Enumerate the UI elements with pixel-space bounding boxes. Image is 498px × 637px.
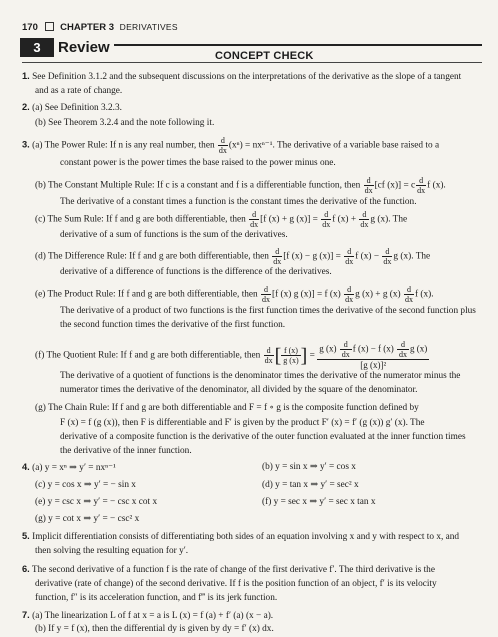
section-rule-bottom xyxy=(22,62,482,63)
item-3d-line-1: (d) The Difference Rule: If f and g are both differentiable, then $\frac{d}{dx}$ [f (x) − g (x)] = $\frac{d}{dx}$ f (x) − $\frac{d}{dx}$ g (x). The xyxy=(35,247,431,266)
derivative-operator: $\frac{d}{dx}$ xyxy=(250,210,259,229)
derivative-operator: $\frac{d}{dx}$ xyxy=(417,176,426,195)
quotient-inner: $\frac{f (x)}{g (x)}$ xyxy=(283,346,299,365)
item-4d: (d) y = tan x ⇒ y′ = sec² x xyxy=(262,480,359,490)
item-4g: (g) y = cot x ⇒ y′ = − csc² x xyxy=(35,514,140,524)
item-3b-line-2: The derivative of a constant times a function is the constant times the derivative of the function. xyxy=(60,197,417,207)
derivative-operator: $\frac{d}{dx}$ xyxy=(360,210,369,229)
item-3e-line-3: the second function times the derivative of the first function. xyxy=(60,320,286,330)
item-6-line-3: function, f″ is its acceleration function, and f‴ is its jerk function. xyxy=(35,593,278,603)
derivative-operator: $\frac{d}{dx}$ xyxy=(364,176,373,195)
item-2b: (b) See Theorem 3.2.4 and the note following it. xyxy=(35,118,215,128)
item-4c: (c) y = cos x ⇒ y′ = − sin x xyxy=(35,480,136,490)
item-3c-line-1: (c) The Sum Rule: If f and g are both differentiable, then $\frac{d}{dx}$ [f (x) + g (x)] = $\frac{d}{dx}$ f (x) + $\frac{d}{dx}$ g (x). The xyxy=(35,210,408,229)
item-6-line-2: derivative (rate of change) of the second derivative. If f is the position function of an object, f′ is its velocity xyxy=(35,579,437,589)
page-header xyxy=(22,22,178,33)
item-3a-line-1: 3. (a) The Power Rule: If n is any real number, then $\frac{d}{dx}$ (xⁿ) = nxⁿ⁻¹. The derivative of a variable base raised to a xyxy=(22,136,440,155)
derivative-operator: $\frac{d}{dx}$ xyxy=(262,285,271,304)
concept-check-heading: CONCEPT CHECK xyxy=(212,50,317,62)
item-3a-line-2: constant power is the power times the base raised to the power minus one. xyxy=(60,158,336,168)
item-4f: (f) y = sec x ⇒ y′ = sec x tan x xyxy=(262,497,376,507)
derivative-operator: $\frac{d}{dx}$ xyxy=(383,247,392,266)
item-3f-line-2: The derivative of a quotient of functions is the denominator times the derivative of the numerator minus the xyxy=(60,371,461,381)
derivative-operator: $\frac{d}{dx}$ xyxy=(345,247,354,266)
item-3f-line-1: (f) The Quotient Rule: If f and g are both differentiable, then $\frac{d}{dx}$ [ $\frac{f (x)}{g (x)}$ ] = g (x) $\frac{d}{dx}$ f (x) − f (x) $\frac{d}{dx}$ g (x) [g (x)]² xyxy=(35,340,428,370)
section-number: 3 xyxy=(33,40,41,55)
item-7b: (b) If y = f (x), then the differential dy is given by dy = f′ (x) dx. xyxy=(35,624,274,634)
derivative-operator: $\frac{d}{dx}$ xyxy=(345,285,354,304)
derivative-operator: $\frac{d}{dx}$ xyxy=(264,346,273,365)
item-3e-line-2: The derivative of a product of two functions is the first function times the derivative of the second function plus xyxy=(60,306,476,316)
item-5-line-2: then solving the resulting equation for y′. xyxy=(35,546,189,556)
item-4-number: 4. xyxy=(22,462,30,472)
derivative-operator: $\frac{d}{dx}$ xyxy=(322,210,331,229)
chapter-title: DERIVATIVES xyxy=(119,22,178,32)
section-title: Review xyxy=(58,39,114,56)
item-6-line-1: 6. The second derivative of a function f is the rate of change of the first derivative f′. The third derivative is the xyxy=(22,564,435,575)
quotient-bracket: ] xyxy=(300,344,308,367)
item-1-number: 1. xyxy=(22,71,30,81)
item-7a: 7. (a) The linearization L of f at x = a is L (x) = f (a) + f′ (a) (x − a). xyxy=(22,610,274,621)
quotient-rule-fraction: g (x) $\frac{d}{dx}$ f (x) − f (x) $\frac{d}{dx}$ g (x) [g (x)]² xyxy=(319,340,428,370)
header-square-icon xyxy=(45,22,54,31)
derivative-operator: $\frac{d}{dx}$ xyxy=(341,340,350,359)
item-3g-line-2: F (x) = f (g (x)), then F is differentiable and F′ is given by the product F′ (x) = f′ (g (x)) g′ (x). The xyxy=(60,418,425,428)
item-3g-line-3: derivative of a composite function is the derivative of the outer function evaluated at the inner function times xyxy=(60,432,466,442)
quotient-bracket: [ xyxy=(274,344,282,367)
section-rule-top xyxy=(62,44,482,46)
item-6-number: 6. xyxy=(22,564,30,574)
item-3g-line-4: the derivative of the inner function. xyxy=(60,446,192,456)
item-7-number: 7. xyxy=(22,610,30,620)
item-1-line-1: 1. See Definition 3.1.2 and the subsequent discussions on the interpretations of the derivative as the slope of a tangent xyxy=(22,71,462,82)
item-3f-line-3: numerator times the derivative of the denominator, all divided by the square of the denominator. xyxy=(60,385,418,395)
item-1-line-2: and as a rate of change. xyxy=(35,86,123,96)
item-3e-line-1: (e) The Product Rule: If f and g are both differentiable, then $\frac{d}{dx}$ [f (x) g (x)] = f (x) $\frac{d}{dx}$ g (x) + g (x) $\frac{d}{dx}$ f (x). xyxy=(35,285,434,304)
item-2a: 2. (a) See Definition 3.2.3. xyxy=(22,102,122,113)
derivative-operator: $\frac{d}{dx}$ xyxy=(218,136,227,155)
item-5-number: 5. xyxy=(22,531,30,541)
item-3b-line-1: (b) The Constant Multiple Rule: If c is a constant and f is a differentiable function, then $\frac{d}{dx}$ [cf (x)] = c $\frac{d}{dx}$ f (x). xyxy=(35,176,446,195)
item-2-number: 2. xyxy=(22,102,30,112)
derivative-operator: $\frac{d}{dx}$ xyxy=(404,285,413,304)
item-3d-line-2: derivative of a difference of functions is the difference of the derivatives. xyxy=(60,267,332,277)
page-number: 170 xyxy=(22,22,38,33)
derivative-operator: $\frac{d}{dx}$ xyxy=(273,247,282,266)
item-4e: (e) y = csc x ⇒ y′ = − csc x cot x xyxy=(35,497,158,507)
derivative-operator: $\frac{d}{dx}$ xyxy=(399,340,408,359)
section-number-box xyxy=(20,38,54,57)
chapter-label: CHAPTER 3 xyxy=(60,22,114,33)
item-4a: 4. (a) y = xⁿ ⇒ y′ = nxⁿ⁻¹ xyxy=(22,462,116,473)
item-3-number: 3. xyxy=(22,139,30,150)
item-3g-line-1: (g) The Chain Rule: If f and g are both differentiable and F = f ∘ g is the composite function defined by xyxy=(35,403,419,413)
item-3c-line-2: derivative of a sum of functions is the sum of the derivatives. xyxy=(60,230,288,240)
item-4b: (b) y = sin x ⇒ y′ = cos x xyxy=(262,462,356,472)
item-5-line-1: 5. Implicit differentiation consists of differentiating both sides of an equation involving x and y with respect to x, and xyxy=(22,531,460,542)
